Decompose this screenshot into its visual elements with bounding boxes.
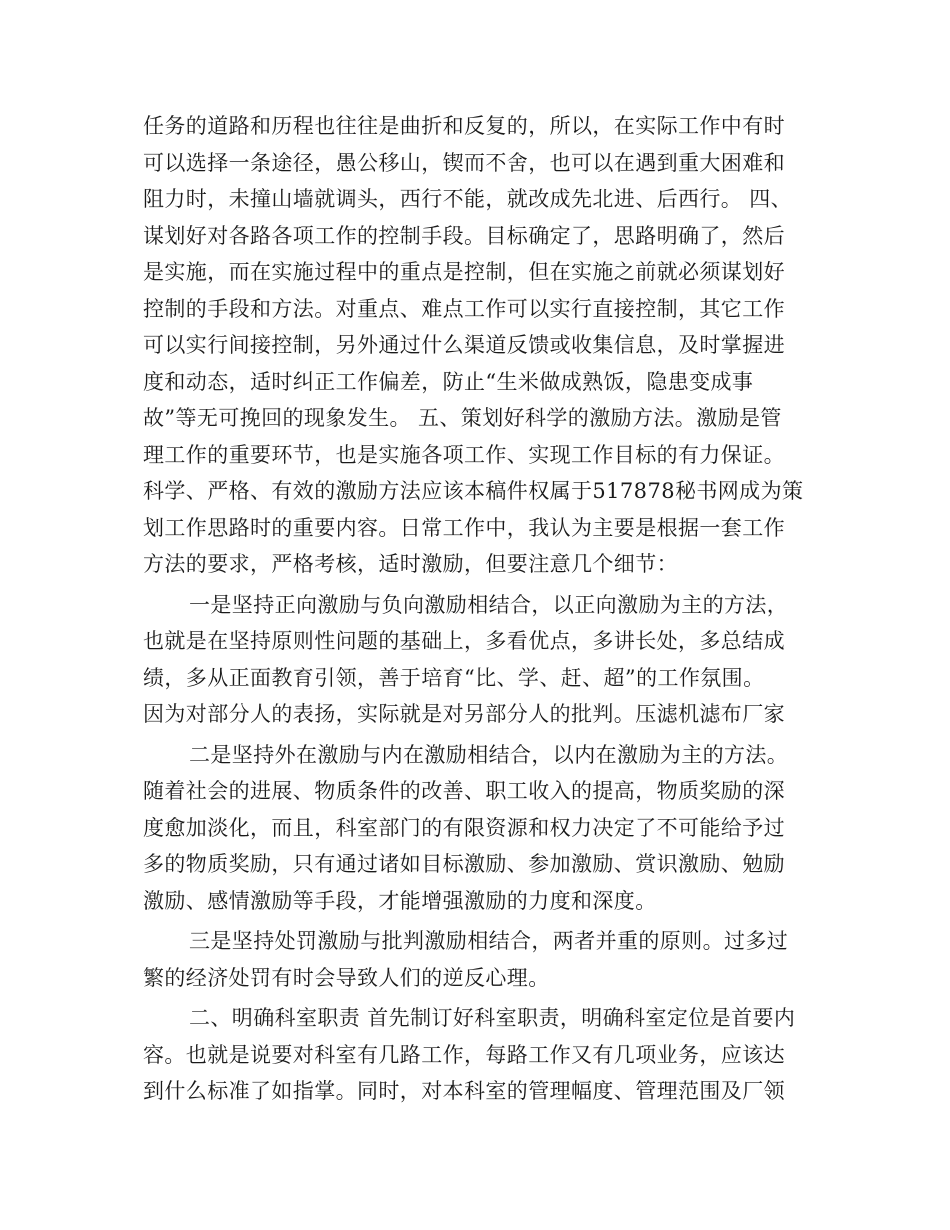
text-line: 科学、严格、有效的激励方法应该本稿件权属于517878秘书网成为策 (143, 479, 804, 503)
paragraph-first-line: 三是坚持处罚激励与批判激励相结合，两者并重的原则。过多过 (189, 929, 789, 953)
text-line: 可以选择一条途径，愚公移山，锲而不舍，也可以在遇到重大困难和 (143, 150, 785, 175)
text-line: 容。也就是说要对科室有几路工作，每路工作又有几项业务，应该达 (143, 1042, 785, 1067)
text-line: 度愈加淡化，而且，科室部门的有限资源和权力决定了不可能给予过 (143, 815, 785, 840)
text-line: 绩，多从正面教育引领，善于培育“比、学、赶、超”的工作氛围。 (143, 665, 765, 690)
text-line: 故”等无可挽回的现象发生。 五、策划好科学的激励方法。激励是管 (143, 406, 782, 430)
text-line: 激励、感情激励等手段，才能增强激励的力度和深度。 (143, 888, 657, 913)
text-line: 繁的经济处罚有时会导致人们的逆反心理。 (143, 965, 550, 990)
text-line: 也就是在坚持原则性问题的基础上，多看优点，多讲长处，多总结成 (143, 629, 785, 653)
text-line: 划工作思路时的重要内容。日常工作中，我认为主要是根据一套工作 (143, 515, 785, 540)
text-line: 因为对部分人的表扬，实际就是对另部分人的批判。压滤机滤布厂家 (143, 702, 785, 726)
text-line: 阻力时，未撞山墙就调头，西行不能，就改成先北进、后西行。 四、 (143, 187, 793, 211)
text-line: 任务的道路和历程也往往是曲折和反复的，所以，在实际工作中有时 (143, 114, 785, 138)
document-body (143, 108, 803, 1110)
text-line: 随着社会的进展、物质条件的改善、职工收入的提高，物质奖励的深 (143, 779, 785, 803)
text-line: 谋划好对各路各项工作的控制手段。目标确定了，思路明确了，然后 (143, 223, 785, 248)
text-line: 到什么标准了如指掌。同时，对本科室的管理幅度、管理范围及厂领 (143, 1079, 785, 1103)
text-line: 可以实行间接控制，另外通过什么渠道反馈或收集信息，及时掌握进 (143, 333, 785, 357)
text-line: 多的物质奖励，只有通过诸如目标激励、参加激励、赏识激励、勉励 (143, 852, 785, 876)
text-line: 控制的手段和方法。对重点、难点工作可以实行直接控制，其它工作 (143, 296, 785, 321)
text-line: 是实施，而在实施过程中的重点是控制，但在实施之前就必须谋划好 (143, 260, 785, 284)
paragraph-first-line: 一是坚持正向激励与负向激励相结合，以正向激励为主的方法， (189, 592, 789, 617)
paragraph-first-line: 二是坚持外在激励与内在激励相结合，以内在激励为主的方法。 (189, 742, 789, 767)
text-line: 方法的要求，严格考核，适时激励，但要注意几个细节： (143, 552, 678, 576)
text-line: 度和动态，适时纠正工作偏差，防止“生米做成熟饭，隐患变成事 (143, 369, 754, 394)
text-line: 理工作的重要环节，也是实施各项工作、实现工作目标的有力保证。 (143, 442, 785, 467)
paragraph-first-line: 二、明确科室职责 首先制订好科室职责，明确科室定位是首要内 (189, 1006, 796, 1030)
